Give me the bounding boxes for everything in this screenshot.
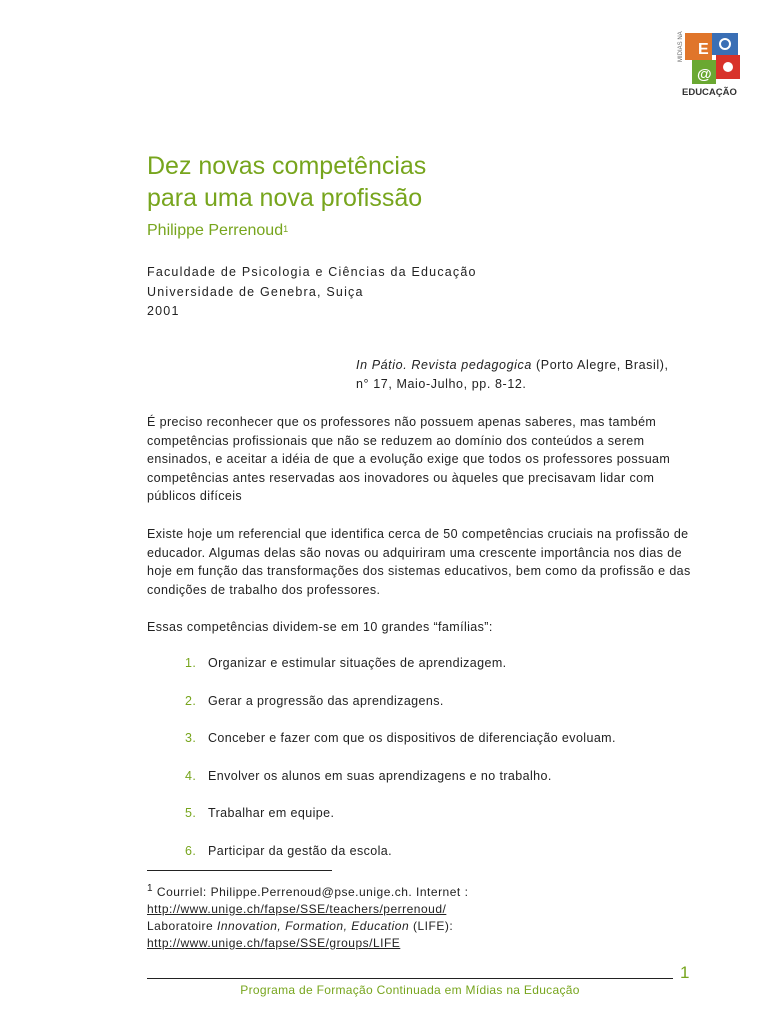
list-item — [185, 731, 616, 769]
svg-text:E: E — [698, 41, 709, 58]
logo-vertical-text: MIDIAS NA — [678, 31, 684, 62]
list-item-number: 5. — [185, 806, 197, 820]
list-item-number: 3. — [185, 731, 197, 745]
reference-place: (Porto Alegre, Brasil), — [531, 358, 669, 372]
footer-divider — [147, 978, 673, 979]
author-footnote-mark: 1 — [283, 224, 289, 234]
midias-na-educacao-logo — [676, 26, 744, 98]
paragraph-1: É preciso reconhecer que os professores não possuem apenas saberes, mas também competências profissionais que não se reduzem ao domínio dos conteúdos a serem ensinados, e aceitar a idéia de que a evolução exige que todos os professores possuam competências antes reservadas aos inovadores ou àqueles que precisavam lidar com públicos difíceis — [147, 415, 671, 503]
footnote-link-perrenoud[interactable]: http://www.unige.ch/fapse/SSE/teachers/perrenoud/ — [147, 902, 447, 916]
list-item-text: Gerar a progressão das aprendizagens. — [208, 693, 444, 708]
footnote-courriel: Courriel: Philippe.Perrenoud@pse.unige.ch. Internet : — [153, 885, 469, 899]
list-item-number: 2. — [185, 693, 197, 708]
list-item-text: Envolver os alunos em suas aprendizagens e no trabalho. — [208, 768, 552, 783]
competence-list — [185, 656, 616, 881]
title-line-2: para uma nova profissão — [147, 184, 423, 212]
document-title — [147, 150, 426, 214]
publication-reference — [356, 356, 669, 394]
paragraph-3: Essas competências dividem-se em 10 grandes “famílias”: — [147, 620, 493, 634]
footnote-lab-suffix: (LIFE): — [409, 919, 454, 933]
footnote-lab-name: Innovation, Formation, Education — [217, 919, 410, 933]
paragraph-2: Existe hoje um referencial que identifica cerca de 50 competências cruciais na profissão de educador. Algumas delas são novas ou adquiriram uma crescente importância nos dias de hoje em função das transformações dos sistemas educativos, bem como da profissão e das condições de trabalho dos professores. — [147, 527, 691, 597]
logo-blue-block — [712, 33, 738, 55]
footnote-mark: 1 — [147, 883, 154, 894]
list-item-number: 6. — [185, 843, 197, 858]
affiliation-year: 2001 — [147, 304, 180, 318]
affiliation-university: Universidade de Genebra, Suiça — [147, 284, 364, 299]
list-item — [185, 844, 616, 882]
list-item — [185, 806, 616, 844]
footer-program: Programa de Formação Continuada em Mídias na Educação — [240, 983, 580, 997]
list-item-text: Participar da gestão da escola. — [208, 843, 393, 858]
list-item — [185, 656, 616, 694]
title-line-1: Dez novas competências — [147, 152, 427, 180]
footnote-divider — [147, 870, 332, 871]
affiliation — [147, 263, 477, 322]
author-line — [147, 222, 288, 240]
reference-journal: In Pátio. Revista pedagogica — [356, 358, 532, 372]
list-item-text: Organizar e estimular situações de aprendizagem. — [208, 656, 507, 670]
footnote-link-life[interactable]: http://www.unige.ch/fapse/SSE/groups/LIFE — [147, 936, 401, 950]
footnote-lab-prefix: Laboratoire — [147, 919, 218, 933]
author-name: Philippe Perrenoud — [147, 222, 284, 239]
footnote — [147, 880, 468, 952]
affiliation-faculty: Faculdade de Psicologia e Ciências da Educação — [147, 265, 477, 279]
list-item-text: Conceber e fazer com que os dispositivos de diferenciação evoluam. — [208, 731, 616, 745]
page-number: 1 — [680, 963, 690, 982]
list-item — [185, 769, 616, 807]
logo-bottom-text: EDUCAÇÃO — [682, 87, 737, 98]
list-item-number: 1. — [185, 656, 197, 670]
list-item-text: Trabalhar em equipe. — [208, 806, 335, 820]
svg-text:@: @ — [697, 66, 712, 83]
list-item — [185, 694, 616, 732]
reference-issue: n° 17, Maio-Julho, pp. 8-12. — [356, 377, 527, 391]
list-item-number: 4. — [185, 768, 197, 783]
